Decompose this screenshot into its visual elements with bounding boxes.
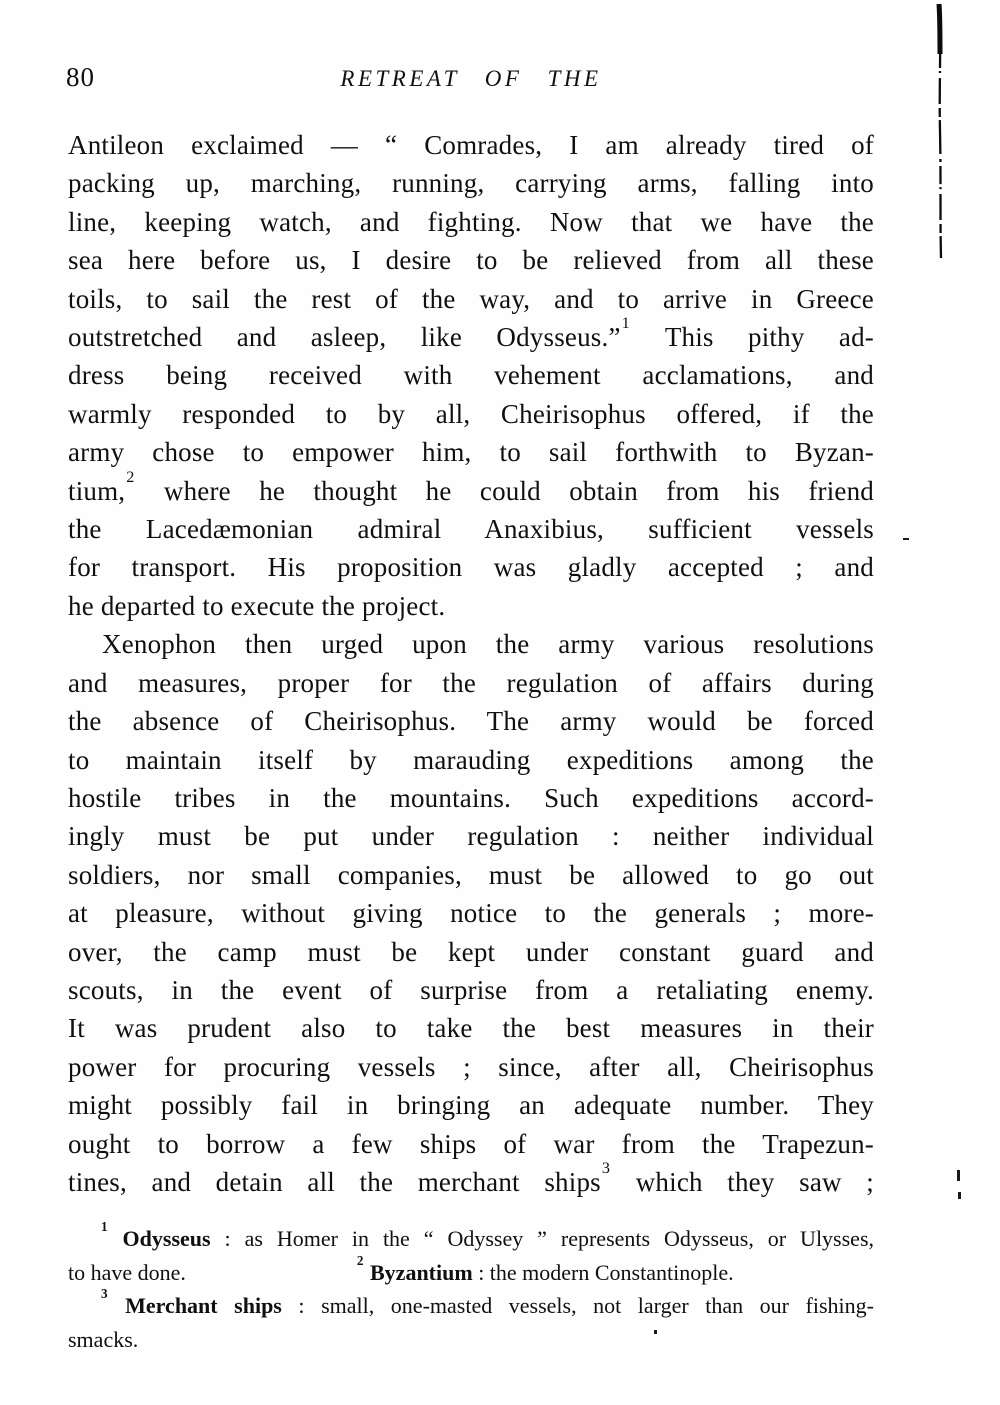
footnote-marker: 2	[126, 467, 135, 486]
text-run: to have done.	[68, 1259, 186, 1285]
text-run: line, keeping watch, and fighting. Now that we have the	[68, 206, 874, 237]
text-line	[68, 933, 874, 971]
text-line	[68, 510, 874, 548]
text-run: to maintain itself by marauding expeditions among the	[68, 744, 874, 775]
footnote-marker: 1	[621, 313, 630, 332]
text-line	[68, 241, 874, 279]
text-run: dress being received with vehement acclamations, and	[68, 360, 874, 391]
text-run: hostile tribes in the mountains. Such expeditions accord-	[68, 782, 874, 813]
text-run: Antileon exclaimed — “ Comrades, I am already tired of	[68, 130, 874, 160]
text-line	[68, 1009, 874, 1047]
text-run: packing up, marching, running, carrying arms, falling into	[68, 168, 874, 199]
text-line	[68, 1286, 874, 1323]
text-line	[68, 664, 874, 702]
text-run: tines, and detain all the merchant ships	[68, 1166, 601, 1197]
text-line	[68, 1323, 874, 1357]
text-line	[68, 1125, 874, 1163]
text-line	[68, 971, 874, 1009]
ink-speck	[957, 1170, 960, 1181]
text-line	[68, 164, 874, 202]
text-run: : as Homer in the “ Odyssey ” represents Odysseus, or Ulysses,	[210, 1226, 875, 1251]
page-number: 80	[66, 62, 95, 92]
scan-artifact-line	[926, 0, 956, 280]
text-line	[68, 702, 874, 740]
text-line	[68, 1219, 875, 1256]
text-run: It was prudent also to take the best measures in their	[68, 1013, 874, 1044]
text-run: and measures, proper for the regulation of affairs during	[68, 667, 874, 698]
text-line	[68, 779, 874, 817]
text-run: : small, one-masted vessels, not larger than our fishing-	[281, 1293, 874, 1318]
text-line	[68, 1086, 874, 1124]
text-run: for transport. His proposition was gladly accepted ; and	[68, 552, 874, 583]
text-line	[68, 203, 874, 241]
text-run: ingly must be put under regulation : neither individual	[68, 821, 874, 852]
ink-speck	[654, 1330, 657, 1334]
text-run: at pleasure, without giving notice to the generals ; more-	[68, 898, 874, 929]
footnotes	[68, 1219, 875, 1356]
text-line	[68, 625, 874, 663]
text-run: Merchant ships	[125, 1293, 282, 1318]
text-line	[68, 395, 874, 433]
text-line	[68, 280, 874, 318]
text-line	[68, 433, 874, 471]
footnote-marker: 2	[356, 1252, 364, 1268]
text-run: : the modern Constantinople.	[472, 1259, 734, 1285]
text-run: smacks.	[68, 1326, 139, 1352]
text-run: over, the camp must be kept under constant guard and	[68, 936, 874, 967]
text-line	[68, 1048, 874, 1086]
text-line	[68, 894, 874, 932]
text-run: tium,	[68, 475, 126, 506]
text-run: Xenophon then urged upon the army various resolutions	[102, 629, 874, 660]
text-run: power for procuring vessels ; since, after all, Cheirisophus	[68, 1051, 874, 1082]
text-run: soldiers, nor small companies, must be allowed to go out	[68, 859, 874, 890]
text-run: ought to borrow a few ships of war from the Trapezun-	[68, 1128, 874, 1159]
text-run: might possibly fail in bringing an adequate number. They	[68, 1090, 874, 1121]
ink-speck	[958, 1192, 961, 1199]
text-run: warmly responded to by all, Cheirisophus offered, if the	[68, 398, 874, 429]
text-run: the absence of Cheirisophus. The army would be forced	[68, 706, 874, 737]
text-run: scouts, in the event of surprise from a retaliating enemy.	[68, 974, 874, 1005]
text-run: which they saw ;	[611, 1166, 874, 1197]
text-line	[68, 741, 874, 779]
text-run: where he thought he could obtain from his friend	[135, 475, 874, 506]
text-run: sea here before us, I desire to be relieved from all these	[68, 245, 874, 276]
footnote-marker: 3	[601, 1158, 611, 1177]
text-line	[68, 356, 874, 394]
footnote-marker: 3	[101, 1286, 108, 1302]
running-header: RETREAT OF THE	[340, 66, 602, 91]
text-line	[68, 313, 874, 356]
text-line	[68, 1252, 874, 1290]
text-line	[68, 548, 874, 586]
text-run: army chose to empower him, to sail forthwith to Byzan-	[68, 437, 874, 468]
text-run: outstretched and asleep, like Odysseus.”	[68, 322, 621, 353]
text-line	[68, 856, 874, 894]
ink-speck	[903, 538, 909, 540]
text-line	[68, 467, 874, 510]
text-line	[68, 126, 874, 164]
text-line	[68, 587, 874, 625]
text-run: he departed to execute the project.	[68, 590, 446, 621]
text-run: toils, to sail the rest of the way, and to arrive in Greece	[68, 283, 874, 314]
text-run: This pithy ad-	[630, 322, 874, 353]
text-run: Odysseus	[122, 1226, 211, 1251]
footnote-marker: 1	[101, 1219, 108, 1235]
text-line	[68, 817, 874, 855]
text-run	[109, 1293, 126, 1318]
text-run: Byzantium	[370, 1259, 473, 1285]
body-text	[68, 126, 874, 1201]
text-run	[109, 1226, 123, 1251]
text-line	[68, 1158, 874, 1201]
text-run: the Lacedæmonian admiral Anaxibius, sufficient vessels	[68, 514, 874, 545]
